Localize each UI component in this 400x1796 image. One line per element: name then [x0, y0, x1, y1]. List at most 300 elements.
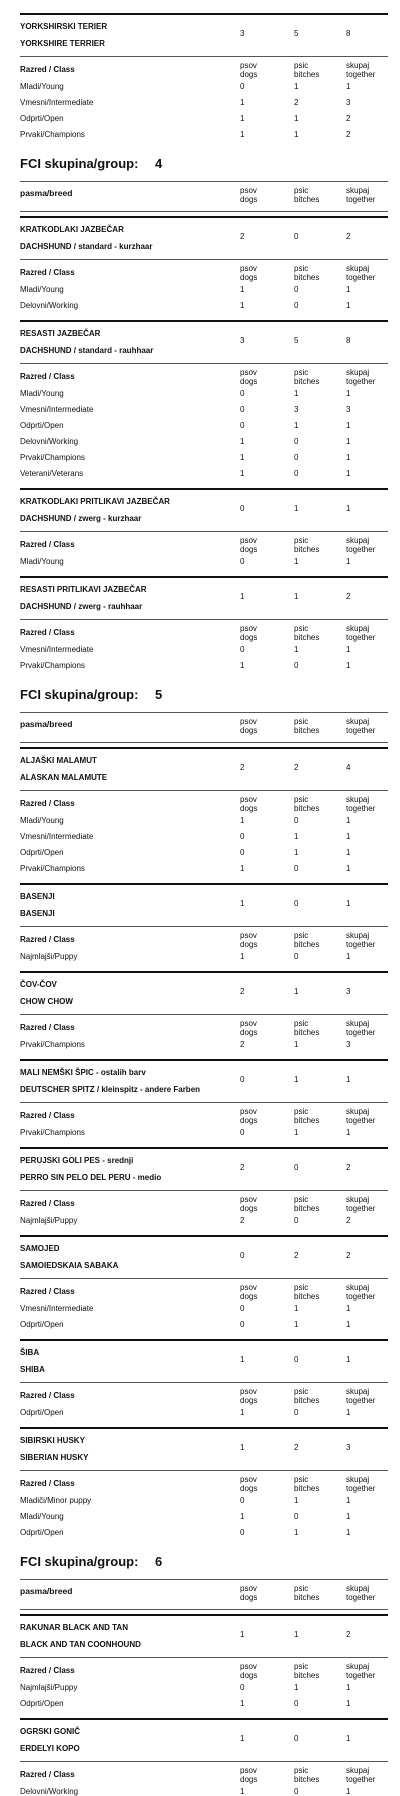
class-name: Mladi/Young: [20, 816, 64, 825]
class-dogs: 0: [240, 848, 245, 857]
group-header-bottom-rule: [20, 1609, 388, 1610]
class-header-bitches-label: psic: [294, 368, 309, 377]
class-header-top-rule: [20, 1190, 388, 1191]
class-together: 1: [346, 832, 351, 841]
class-dogs: 1: [240, 1699, 245, 1708]
class-bitches: 0: [294, 301, 299, 310]
breed-name-international: SAMOIEDSKAIA SABAKA: [20, 1261, 119, 1270]
class-header-together-label: skupaj: [346, 1019, 370, 1028]
class-column-label: Razred / Class: [20, 372, 75, 381]
class-header-bitches-label: psic: [294, 1662, 309, 1671]
breed-total-bitches: 0: [294, 899, 299, 908]
class-header-together-label-en: together: [346, 70, 376, 79]
class-together: 3: [346, 1040, 351, 1049]
breed-header-together-label-en: together: [346, 195, 376, 204]
class-column-label: Razred / Class: [20, 1479, 75, 1488]
group-heading: FCI skupina/group:: [20, 687, 139, 702]
class-column-label: Razred / Class: [20, 1391, 75, 1400]
group-header-top-rule: [20, 712, 388, 713]
breed-header-dogs-label: psov: [240, 1584, 257, 1593]
class-dogs: 0: [240, 1528, 245, 1537]
class-header-dogs-label: psov: [240, 1766, 257, 1775]
breed-column-label: pasma/breed: [20, 188, 73, 198]
breed-total-bitches: 2: [294, 1443, 299, 1452]
class-header-bitches-label-en: bitches: [294, 1028, 320, 1037]
breed-header-bitches-label-en: bitches: [294, 726, 320, 735]
class-name: Vmesni/Intermediate: [20, 832, 94, 841]
breed-total-dogs: 1: [240, 1734, 245, 1743]
class-header-together-label-en: together: [346, 1396, 376, 1405]
class-header-bitches-label-en: bitches: [294, 545, 320, 554]
class-together: 1: [346, 1512, 351, 1521]
class-header-bitches-label-en: bitches: [294, 70, 320, 79]
class-header-top-rule: [20, 619, 388, 620]
class-bitches: 3: [294, 405, 299, 414]
class-bitches: 1: [294, 645, 299, 654]
breed-header-bitches-label: psic: [294, 186, 309, 195]
class-bitches: 1: [294, 130, 299, 139]
class-header-top-rule: [20, 790, 388, 791]
breed-top-rule: [20, 13, 388, 15]
class-header-dogs-label: psov: [240, 1475, 257, 1484]
breed-total-dogs: 2: [240, 232, 245, 241]
breed-total-dogs: 1: [240, 592, 245, 601]
class-header-together-label: skupaj: [346, 1387, 370, 1396]
class-header-together-label: skupaj: [346, 1662, 370, 1671]
class-header-top-rule: [20, 363, 388, 364]
class-header-dogs-label: psov: [240, 624, 257, 633]
class-together: 1: [346, 864, 351, 873]
class-bitches: 1: [294, 421, 299, 430]
class-header-bitches-label: psic: [294, 264, 309, 273]
class-name: Odprti/Open: [20, 1528, 64, 1537]
class-header-dogs-label-en: dogs: [240, 273, 258, 282]
breed-name-local: RAKUNAR BLACK AND TAN: [20, 1623, 128, 1632]
class-bitches: 1: [294, 1040, 299, 1049]
class-header-top-rule: [20, 1014, 388, 1015]
class-dogs: 1: [240, 437, 245, 446]
class-column-label: Razred / Class: [20, 1666, 75, 1675]
breed-top-rule: [20, 971, 388, 973]
class-dogs: 0: [240, 389, 245, 398]
class-column-label: Razred / Class: [20, 65, 75, 74]
class-together: 1: [346, 952, 351, 961]
class-name: Odprti/Open: [20, 1320, 64, 1329]
class-header-together-label: skupaj: [346, 1283, 370, 1292]
class-header-together-label: skupaj: [346, 1766, 370, 1775]
breed-top-rule: [20, 216, 388, 218]
breed-name-international: DACHSHUND / standard - rauhhaar: [20, 346, 154, 355]
class-dogs: 1: [240, 1512, 245, 1521]
class-together: 1: [346, 437, 351, 446]
breed-name-international: DACHSHUND / zwerg - rauhhaar: [20, 602, 143, 611]
breed-header-together-label: skupaj: [346, 1584, 370, 1593]
class-dogs: 0: [240, 1496, 245, 1505]
breed-total-dogs: 1: [240, 1630, 245, 1639]
breed-header-together-label-en: together: [346, 1593, 376, 1602]
class-header-dogs-label: psov: [240, 1195, 257, 1204]
class-header-together-label-en: together: [346, 545, 376, 554]
breed-total-together: 4: [346, 763, 351, 772]
class-dogs: 1: [240, 130, 245, 139]
class-header-bitches-label: psic: [294, 1195, 309, 1204]
class-header-top-rule: [20, 1470, 388, 1471]
class-header-dogs-label: psov: [240, 536, 257, 545]
class-header-dogs-label: psov: [240, 1662, 257, 1671]
class-bitches: 1: [294, 557, 299, 566]
breed-header-bitches-label: psic: [294, 1584, 309, 1593]
class-bitches: 0: [294, 1699, 299, 1708]
breed-header-together-label: skupaj: [346, 186, 370, 195]
breed-total-dogs: 3: [240, 336, 245, 345]
class-dogs: 0: [240, 82, 245, 91]
class-header-top-rule: [20, 926, 388, 927]
breed-top-rule: [20, 1614, 388, 1616]
breed-header-bitches-label: psic: [294, 717, 309, 726]
class-name: Vmesni/Intermediate: [20, 1304, 94, 1313]
breed-header-dogs-label-en: dogs: [240, 195, 258, 204]
breed-name-local: YORKSHIRSKI TERIER: [20, 22, 108, 31]
class-name: Prvaki/Champions: [20, 1128, 85, 1137]
class-bitches: 1: [294, 1528, 299, 1537]
breed-name-local: KRATKODLAKI JAZBEČAR: [20, 225, 124, 234]
group-heading: FCI skupina/group:: [20, 1554, 139, 1569]
class-column-label: Razred / Class: [20, 1111, 75, 1120]
class-bitches: 1: [294, 1320, 299, 1329]
class-column-label: Razred / Class: [20, 1287, 75, 1296]
class-header-dogs-label-en: dogs: [240, 545, 258, 554]
class-bitches: 0: [294, 1216, 299, 1225]
class-header-together-label-en: together: [346, 804, 376, 813]
class-together: 1: [346, 1787, 351, 1796]
class-header-dogs-label: psov: [240, 1387, 257, 1396]
class-header-together-label: skupaj: [346, 624, 370, 633]
class-bitches: 0: [294, 437, 299, 446]
class-bitches: 1: [294, 114, 299, 123]
breed-total-dogs: 0: [240, 1075, 245, 1084]
class-name: Najmlajši/Puppy: [20, 952, 78, 961]
class-header-together-label-en: together: [346, 633, 376, 642]
class-bitches: 0: [294, 816, 299, 825]
breed-total-bitches: 5: [294, 336, 299, 345]
breed-total-bitches: 5: [294, 29, 299, 38]
breed-name-international: BASENJI: [20, 909, 55, 918]
class-name: Prvaki/Champions: [20, 1040, 85, 1049]
class-dogs: 2: [240, 1216, 245, 1225]
class-header-bitches-label: psic: [294, 1283, 309, 1292]
breed-total-dogs: 2: [240, 1163, 245, 1172]
breed-name-local: SAMOJED: [20, 1244, 60, 1253]
breed-header-dogs-label: psov: [240, 186, 257, 195]
class-header-together-label: skupaj: [346, 61, 370, 70]
class-name: Prvaki/Champions: [20, 661, 85, 670]
breed-total-together: 3: [346, 1443, 351, 1452]
class-together: 1: [346, 1683, 351, 1692]
breed-name-local: ALJAŠKI MALAMUT: [20, 756, 97, 765]
class-header-bitches-label: psic: [294, 1387, 309, 1396]
breed-header-bitches-label-en: bitches: [294, 1593, 320, 1602]
class-bitches: 0: [294, 952, 299, 961]
class-column-label: Razred / Class: [20, 268, 75, 277]
class-bitches: 0: [294, 285, 299, 294]
group-number: 4: [155, 156, 163, 171]
breed-total-bitches: 0: [294, 1355, 299, 1364]
class-column-label: Razred / Class: [20, 1199, 75, 1208]
class-together: 1: [346, 816, 351, 825]
breed-total-bitches: 2: [294, 763, 299, 772]
class-bitches: 0: [294, 453, 299, 462]
class-name: Mladi/Young: [20, 82, 64, 91]
class-dogs: 1: [240, 661, 245, 670]
breed-header-dogs-label-en: dogs: [240, 1593, 258, 1602]
class-header-together-label-en: together: [346, 1775, 376, 1784]
class-column-label: Razred / Class: [20, 540, 75, 549]
class-header-dogs-label: psov: [240, 795, 257, 804]
breed-top-rule: [20, 1059, 388, 1061]
breed-name-local: MALI NEMŠKI ŠPIC - ostalih barv: [20, 1068, 146, 1077]
class-header-bitches-label: psic: [294, 1107, 309, 1116]
class-column-label: Razred / Class: [20, 799, 75, 808]
breed-total-bitches: 0: [294, 232, 299, 241]
breed-name-international: ALASKAN MALAMUTE: [20, 773, 108, 782]
breed-total-bitches: 1: [294, 987, 299, 996]
breed-total-together: 1: [346, 1734, 351, 1743]
class-name: Mladi/Young: [20, 1512, 64, 1521]
breed-total-together: 2: [346, 232, 351, 241]
class-bitches: 0: [294, 864, 299, 873]
class-header-top-rule: [20, 56, 388, 57]
class-dogs: 1: [240, 1787, 245, 1796]
class-name: Vmesni/Intermediate: [20, 405, 94, 414]
class-header-together-label-en: together: [346, 1292, 376, 1301]
breed-name-local: RESASTI PRITLIKAVI JAZBEČAR: [20, 585, 147, 594]
breed-name-local: OGRSKI GONIČ: [20, 1727, 81, 1736]
class-header-dogs-label-en: dogs: [240, 377, 258, 386]
class-header-bitches-label: psic: [294, 1019, 309, 1028]
group-header-bottom-rule: [20, 211, 388, 212]
class-header-dogs-label-en: dogs: [240, 1775, 258, 1784]
class-column-label: Razred / Class: [20, 1770, 75, 1779]
class-header-bitches-label-en: bitches: [294, 1396, 320, 1405]
breed-top-rule: [20, 1339, 388, 1341]
class-name: Mladi/Young: [20, 557, 64, 566]
class-name: Najmlajši/Puppy: [20, 1683, 78, 1692]
class-dogs: 0: [240, 421, 245, 430]
breed-name-international: PERRO SIN PELO DEL PERU - medio: [20, 1173, 162, 1182]
class-bitches: 1: [294, 1496, 299, 1505]
class-bitches: 1: [294, 832, 299, 841]
class-header-dogs-label-en: dogs: [240, 1484, 258, 1493]
group-header-top-rule: [20, 1579, 388, 1580]
class-header-together-label: skupaj: [346, 795, 370, 804]
class-header-dogs-label: psov: [240, 368, 257, 377]
breed-total-together: 2: [346, 1251, 351, 1260]
class-name: Delovni/Working: [20, 301, 79, 310]
breed-total-dogs: 1: [240, 1443, 245, 1452]
breed-name-international: SIBERIAN HUSKY: [20, 1453, 89, 1462]
class-name: Odprti/Open: [20, 1408, 64, 1417]
class-header-top-rule: [20, 259, 388, 260]
breed-top-rule: [20, 747, 388, 749]
class-name: Odprti/Open: [20, 114, 64, 123]
class-together: 1: [346, 285, 351, 294]
class-bitches: 0: [294, 1408, 299, 1417]
class-header-dogs-label-en: dogs: [240, 70, 258, 79]
class-name: Prvaki/Champions: [20, 130, 85, 139]
class-header-together-label-en: together: [346, 377, 376, 386]
class-dogs: 1: [240, 285, 245, 294]
class-dogs: 0: [240, 1128, 245, 1137]
breed-name-local: ČOV-ČOV: [20, 980, 57, 989]
class-header-bitches-label-en: bitches: [294, 1292, 320, 1301]
class-header-together-label-en: together: [346, 940, 376, 949]
breed-total-dogs: 1: [240, 1355, 245, 1364]
breed-total-together: 1: [346, 1355, 351, 1364]
class-together: 1: [346, 1496, 351, 1505]
breed-top-rule: [20, 576, 388, 578]
class-header-dogs-label-en: dogs: [240, 940, 258, 949]
class-header-bitches-label: psic: [294, 1766, 309, 1775]
class-name: Delovni/Working: [20, 1787, 79, 1796]
class-name: Vmesni/Intermediate: [20, 98, 94, 107]
class-header-together-label: skupaj: [346, 931, 370, 940]
class-header-top-rule: [20, 531, 388, 532]
class-header-dogs-label: psov: [240, 264, 257, 273]
class-header-dogs-label-en: dogs: [240, 1116, 258, 1125]
class-dogs: 1: [240, 453, 245, 462]
class-header-together-label: skupaj: [346, 1107, 370, 1116]
breed-name-international: SHIBA: [20, 1365, 45, 1374]
class-header-together-label: skupaj: [346, 368, 370, 377]
breed-top-rule: [20, 883, 388, 885]
class-header-bitches-label: psic: [294, 1475, 309, 1484]
class-name: Prvaki/Champions: [20, 453, 85, 462]
breed-total-bitches: 1: [294, 1075, 299, 1084]
breed-name-local: PERUJSKI GOLI PES - srednji: [20, 1156, 134, 1165]
class-together: 1: [346, 848, 351, 857]
class-name: Vmesni/Intermediate: [20, 645, 94, 654]
breed-top-rule: [20, 488, 388, 490]
breed-total-together: 8: [346, 29, 351, 38]
class-header-bitches-label: psic: [294, 795, 309, 804]
class-header-bitches-label-en: bitches: [294, 1116, 320, 1125]
breed-total-bitches: 0: [294, 1163, 299, 1172]
group-header-bottom-rule: [20, 742, 388, 743]
class-header-dogs-label-en: dogs: [240, 633, 258, 642]
class-dogs: 1: [240, 952, 245, 961]
class-header-top-rule: [20, 1102, 388, 1103]
breed-total-together: 1: [346, 1075, 351, 1084]
class-column-label: Razred / Class: [20, 628, 75, 637]
breed-total-dogs: 0: [240, 1251, 245, 1260]
class-dogs: 0: [240, 832, 245, 841]
breed-header-dogs-label: psov: [240, 717, 257, 726]
breed-top-rule: [20, 1235, 388, 1237]
class-header-dogs-label: psov: [240, 1283, 257, 1292]
class-header-dogs-label-en: dogs: [240, 1292, 258, 1301]
class-header-dogs-label-en: dogs: [240, 1671, 258, 1680]
class-bitches: 1: [294, 1304, 299, 1313]
breed-total-bitches: 1: [294, 504, 299, 513]
class-header-top-rule: [20, 1657, 388, 1658]
group-number: 6: [155, 1554, 163, 1569]
class-together: 1: [346, 301, 351, 310]
class-header-together-label-en: together: [346, 1116, 376, 1125]
class-header-together-label-en: together: [346, 1028, 376, 1037]
class-bitches: 1: [294, 1128, 299, 1137]
class-together: 1: [346, 1128, 351, 1137]
class-name: Odprti/Open: [20, 848, 64, 857]
class-header-dogs-label-en: dogs: [240, 1028, 258, 1037]
breed-total-together: 1: [346, 899, 351, 908]
class-header-together-label: skupaj: [346, 264, 370, 273]
class-header-dogs-label: psov: [240, 1019, 257, 1028]
class-header-dogs-label-en: dogs: [240, 804, 258, 813]
class-header-bitches-label-en: bitches: [294, 804, 320, 813]
breed-total-bitches: 2: [294, 1251, 299, 1260]
class-bitches: 2: [294, 98, 299, 107]
breed-name-international: DACHSHUND / zwerg - kurzhaar: [20, 514, 142, 523]
breed-header-bitches-label-en: bitches: [294, 195, 320, 204]
class-together: 1: [346, 389, 351, 398]
breed-total-bitches: 1: [294, 592, 299, 601]
class-bitches: 0: [294, 661, 299, 670]
breed-header-together-label: skupaj: [346, 717, 370, 726]
breed-name-local: ŠIBA: [20, 1348, 40, 1357]
breed-name-international: ERDELYI KOPO: [20, 1744, 80, 1753]
breed-name-international: CHOW CHOW: [20, 997, 73, 1006]
class-dogs: 1: [240, 816, 245, 825]
breed-name-local: RESASTI JAZBEČAR: [20, 329, 101, 338]
class-header-together-label: skupaj: [346, 536, 370, 545]
class-name: Mladi/Young: [20, 389, 64, 398]
group-header-top-rule: [20, 181, 388, 182]
class-together: 1: [346, 645, 351, 654]
class-together: 1: [346, 469, 351, 478]
breed-name-international: DACHSHUND / standard - kurzhaar: [20, 242, 153, 251]
breed-name-international: DEUTSCHER SPITZ / kleinspitz - andere Farben: [20, 1085, 201, 1094]
class-bitches: 0: [294, 1512, 299, 1521]
group-number: 5: [155, 687, 163, 702]
class-header-top-rule: [20, 1761, 388, 1762]
breed-column-label: pasma/breed: [20, 719, 73, 729]
class-header-together-label-en: together: [346, 1204, 376, 1213]
breed-name-local: SIBIRSKI HUSKY: [20, 1436, 85, 1445]
class-header-bitches-label: psic: [294, 61, 309, 70]
breed-top-rule: [20, 1718, 388, 1720]
class-bitches: 1: [294, 389, 299, 398]
group-heading: FCI skupina/group:: [20, 156, 139, 171]
class-header-dogs-label-en: dogs: [240, 1396, 258, 1405]
class-header-together-label-en: together: [346, 1484, 376, 1493]
breed-top-rule: [20, 1147, 388, 1149]
breed-total-dogs: 3: [240, 29, 245, 38]
class-header-together-label-en: together: [346, 273, 376, 282]
class-header-together-label: skupaj: [346, 1475, 370, 1484]
class-header-dogs-label: psov: [240, 931, 257, 940]
breed-total-together: 8: [346, 336, 351, 345]
class-bitches: 1: [294, 1683, 299, 1692]
class-together: 1: [346, 1408, 351, 1417]
class-together: 1: [346, 82, 351, 91]
class-dogs: 0: [240, 645, 245, 654]
class-header-bitches-label-en: bitches: [294, 1671, 320, 1680]
class-bitches: 0: [294, 1787, 299, 1796]
class-name: Delovni/Working: [20, 437, 79, 446]
class-together: 2: [346, 130, 351, 139]
class-together: 1: [346, 661, 351, 670]
breed-name-local: BASENJI: [20, 892, 55, 901]
